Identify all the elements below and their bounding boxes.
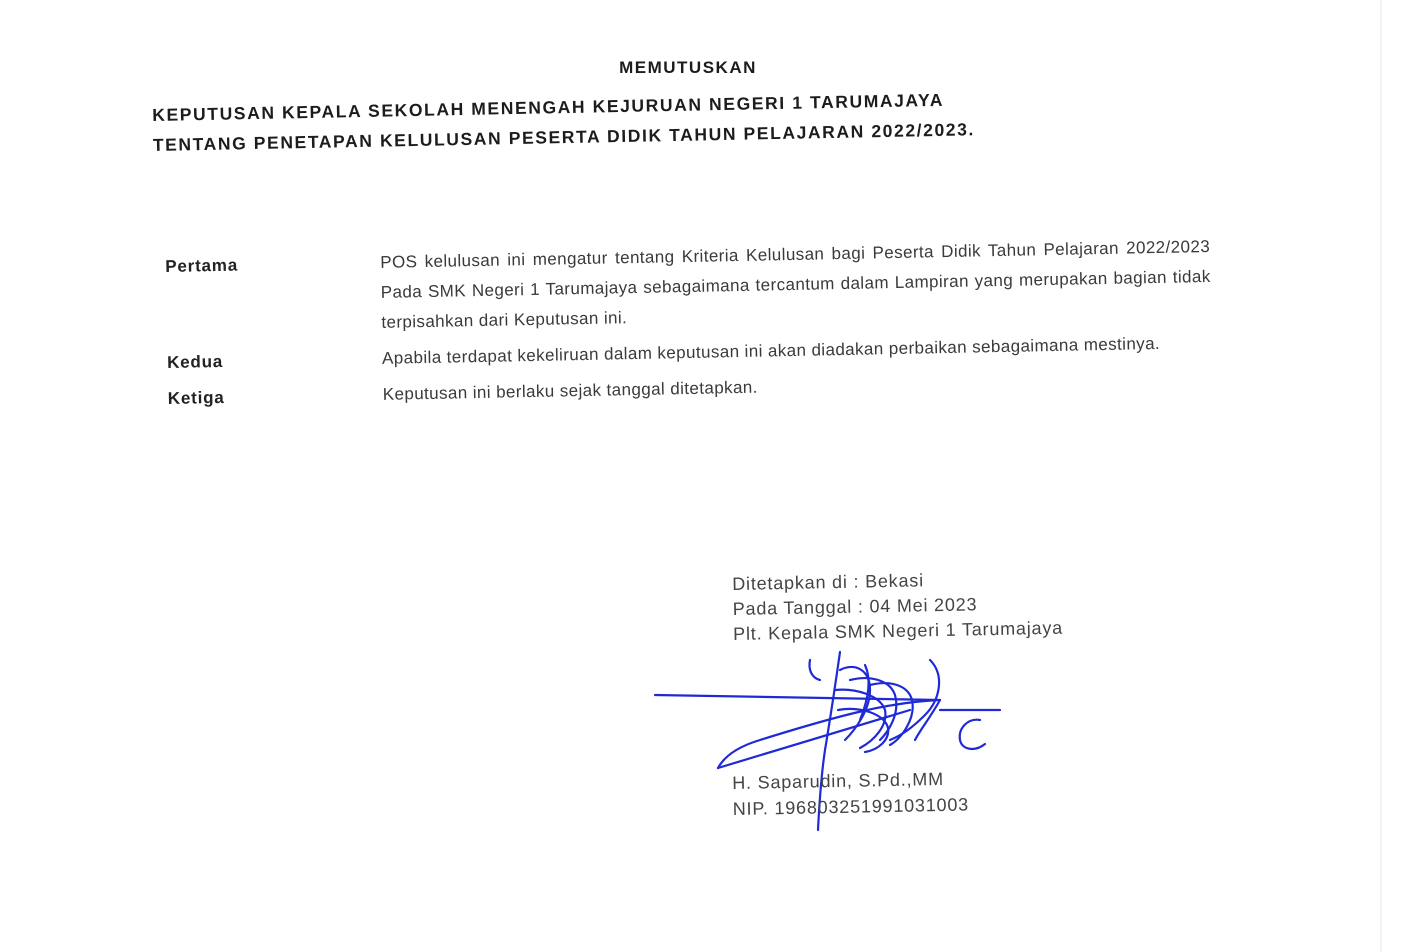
signatory-name: H. Saparudin, S.Pd.,MM	[732, 768, 945, 793]
signatory	[732, 762, 1153, 822]
decree-title-line-1: KEPUTUSAN KEPALA SEKOLAH MENENGAH KEJURUAN NEGERI 1 TARUMAJAYA	[152, 89, 945, 125]
decision-text: Keputusan ini berlaku sejak tanggal ditetapkan.	[382, 377, 758, 404]
decree-title-line-2: TENTANG PENETAPAN KELULUSAN PESERTA DIDIK TAHUN PELAJARAN 2022/2023.	[152, 119, 976, 155]
signature-header	[732, 563, 1193, 647]
decision-item-pertama	[165, 232, 1212, 342]
signatory-nip: NIP. 196803251991031003	[732, 794, 970, 819]
decision-heading: MEMUTUSKAN	[619, 58, 757, 77]
decision-text: Apabila terdapat kekeliruan dalam keputusan ini akan diadakan perbaikan sebagaimana mestinya.	[381, 333, 1161, 368]
signature-position: Plt. Kepala SMK Negeri 1 Tarumajaya	[732, 617, 1064, 644]
decision-list	[165, 232, 1213, 420]
signature-date: Pada Tanggal : 04 Mei 2023	[732, 594, 978, 619]
decision-label: Pertama	[165, 255, 239, 276]
signature-place: Ditetapkan di : Bekasi	[732, 570, 925, 594]
decision-text: POS kelulusan ini mengatur tentang Kriteria Kelulusan bagi Peserta Didik Tahun Pelajaran 2022/2023 Pada SMK Negeri 1 Tarumajaya sebagaimana tercantum dalam Lampiran yang merupakan bagian tidak terpisahkan dari Keputusan ini.	[380, 236, 1211, 332]
decree-title	[152, 80, 1193, 160]
decision-label: Ketiga	[167, 387, 225, 408]
decision-label: Kedua	[166, 351, 224, 372]
scan-edge	[1380, 0, 1382, 952]
